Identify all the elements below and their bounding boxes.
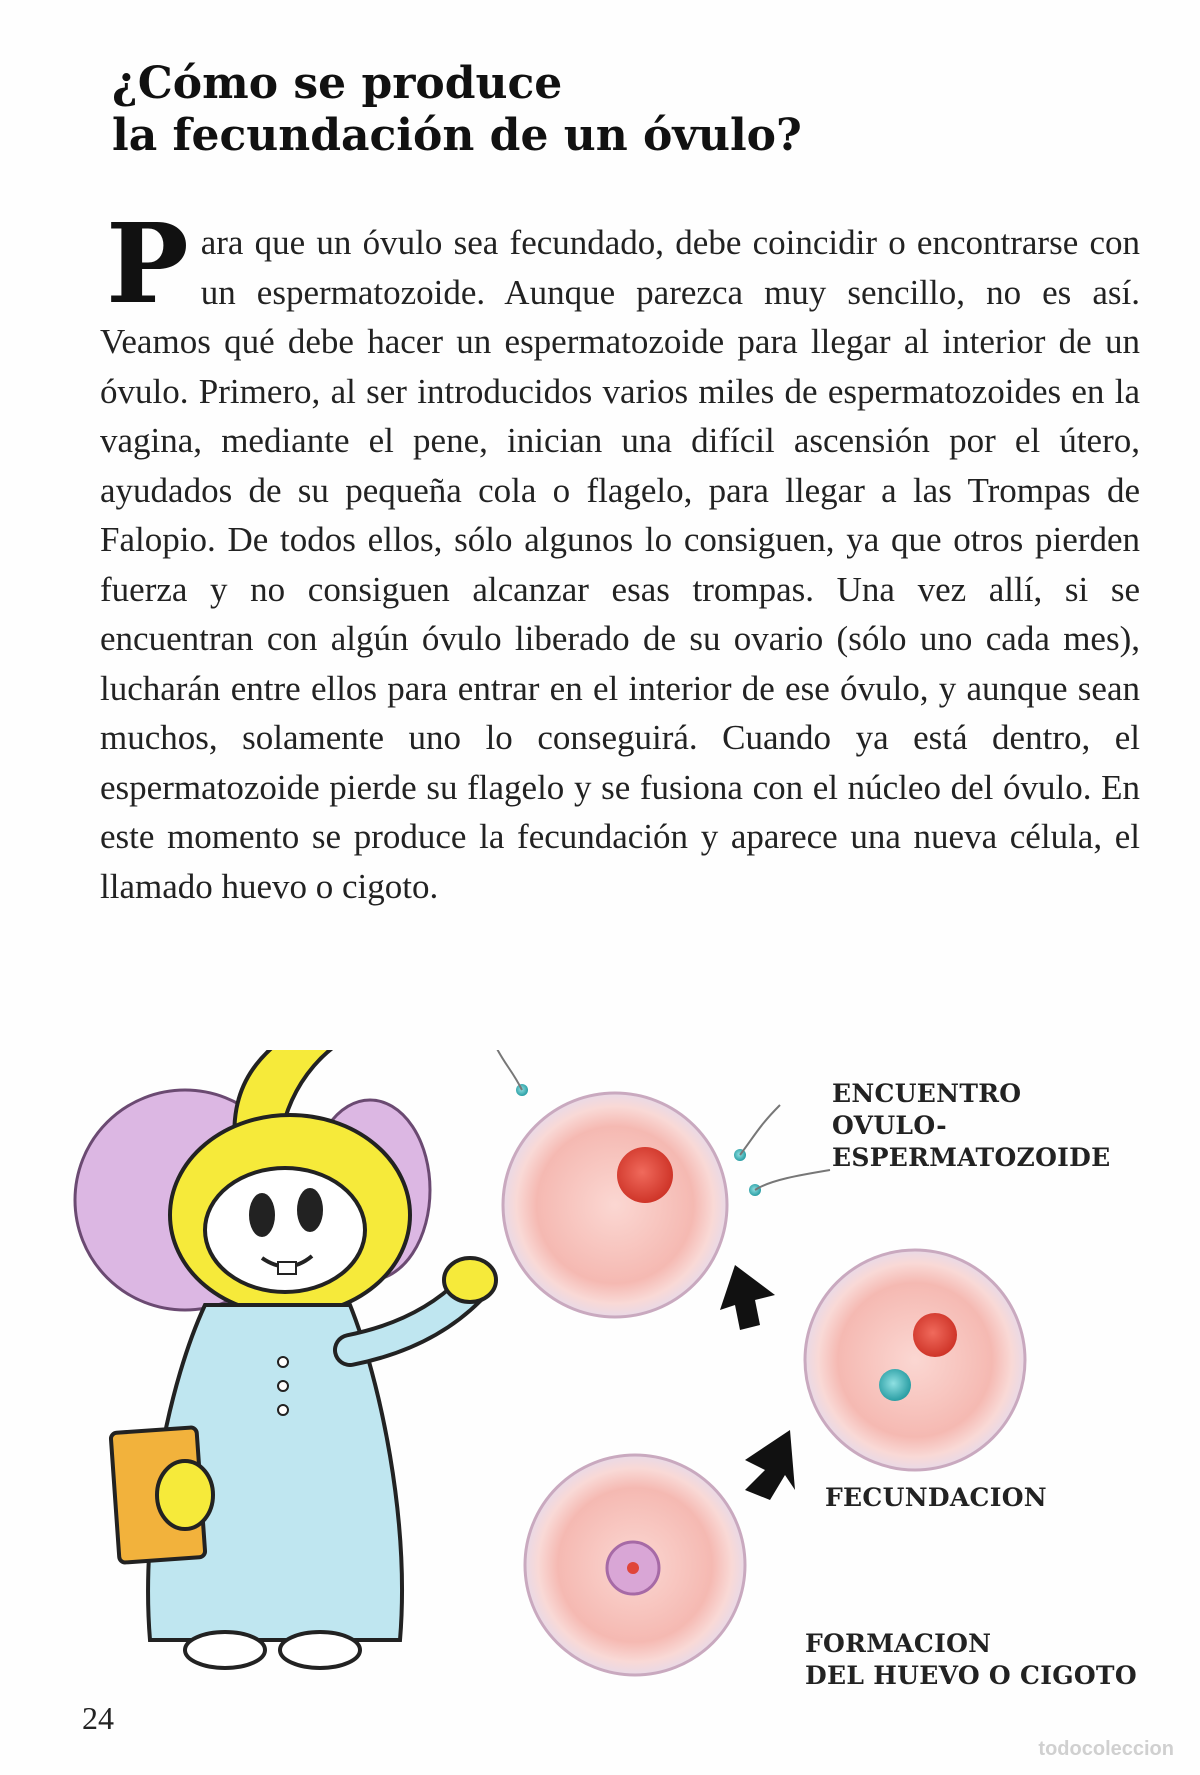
body-paragraph — [100, 199, 1140, 911]
drop-cap: P — [106, 199, 189, 328]
label-line: ENCUENTRO — [832, 1079, 1022, 1108]
sperm-nucleus — [879, 1369, 911, 1401]
label-encounter — [832, 1078, 1110, 1174]
foot-right — [280, 1632, 360, 1668]
arrow-icon — [745, 1430, 795, 1500]
character-eye-left — [249, 1193, 275, 1237]
dress-button — [278, 1381, 288, 1391]
page-title — [112, 58, 802, 162]
ovum — [503, 1093, 727, 1317]
label-fecundation — [825, 1482, 1047, 1514]
label-line: FORMACION — [805, 1629, 992, 1658]
holding-hand — [157, 1461, 213, 1529]
pointing-hand — [444, 1258, 496, 1302]
zygote — [525, 1455, 745, 1675]
zygote-center — [627, 1562, 639, 1574]
foot-left — [185, 1632, 265, 1668]
title-line-1: ¿Cómo se produce — [112, 58, 563, 109]
label-formation — [805, 1628, 1137, 1692]
label-line: ESPERMATOZOIDE — [832, 1143, 1111, 1172]
ovum-encounter — [495, 1050, 830, 1317]
ovum — [805, 1250, 1025, 1470]
label-line: FECUNDACION — [825, 1483, 1047, 1512]
title-line-2: la fecundación de un óvulo? — [112, 110, 802, 161]
cartoon-character — [75, 1050, 496, 1668]
sperm — [495, 1050, 528, 1096]
ovum-nucleus — [617, 1147, 673, 1203]
label-line: DEL HUEVO O CIGOTO — [805, 1661, 1137, 1690]
watermark: todocoleccion — [1038, 1738, 1174, 1760]
ovum-fecundation — [805, 1250, 1025, 1470]
page-number: 24 — [82, 1700, 114, 1736]
character-arm-fill — [350, 1290, 470, 1350]
ovum-nucleus — [913, 1313, 957, 1357]
body-text: ara que un óvulo sea fecundado, debe coincidir o encontrarse con un espermatozoide. Aunque parezca muy sencillo, no es así. Veamos qué debe hacer un espermatozoide para llegar al interior de un óvulo. Primero, al ser introducidos varios miles de espermatozoides en la vagina, mediante el pene, inician una difícil ascensión por el útero, ayudados de su pequeña cola o flagelo, para llegar a las Trompas de Falopio. De todos ellos, sólo algunos lo consiguen, ya que otros pierden fuerza y no consiguen alcanzar esas trompas. Una vez allí, si se encuentran con algún óvulo liberado de su ovario (sólo uno cada mes), lucharán entre ellos para entrar en el interior de ese óvulo, y aunque sean muchos, solamente uno lo conseguirá. Cuando ya está dentro, el espermatozoide pierde su flagelo y se fusiona con el núcleo del óvulo. En este momento se produce la fecundación y aparece una nueva célula, el llamado huevo o cigoto. — [100, 223, 1140, 906]
sperm — [734, 1105, 780, 1161]
dress-button — [278, 1405, 288, 1415]
arrow-icon — [720, 1265, 775, 1330]
character-teeth — [278, 1262, 296, 1274]
character-eye-right — [297, 1188, 323, 1232]
label-line: OVULO- — [832, 1111, 947, 1140]
sperm — [749, 1170, 830, 1196]
dress-button — [278, 1357, 288, 1367]
